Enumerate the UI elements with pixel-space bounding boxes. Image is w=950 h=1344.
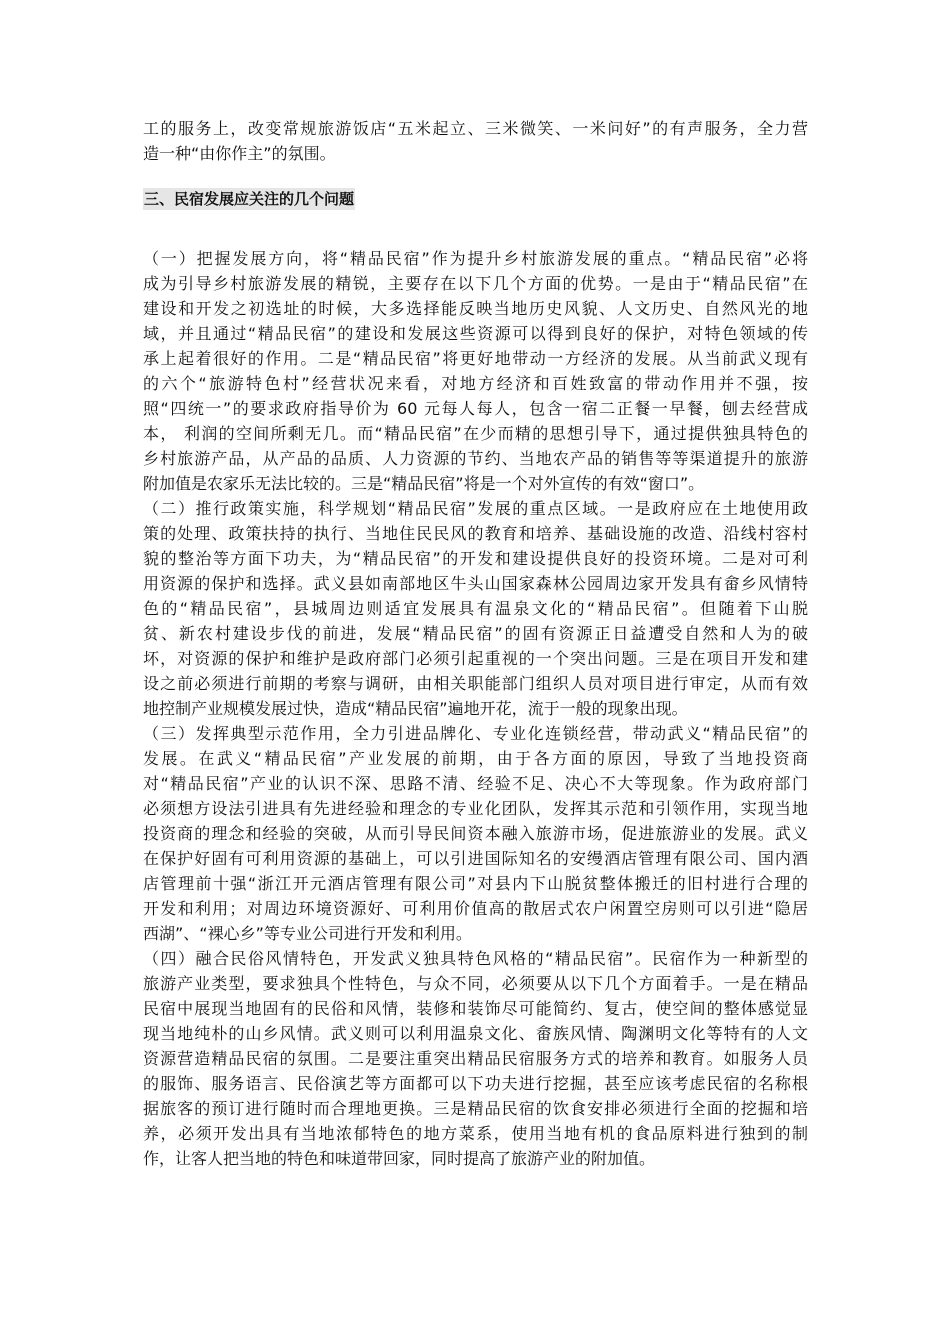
paragraph-2	[143, 496, 808, 721]
text-line: 乡村旅游产品，从产品的品质、人力资源的节约、当地农产品的销售等等渠道提升的旅游	[143, 449, 808, 468]
text-line: 附加值是农家乐无法比较的。三是“精品民宿”将是一个对外宣传的有效“窗口”。	[143, 474, 705, 493]
intro-paragraph	[143, 116, 808, 166]
text-line: 店管理前十强“浙江开元酒店管理有限公司”对县内下山脱贫整体搬迁的旧村进行合理的	[143, 874, 808, 893]
text-line: 旅游产业类型，要求独具个性特色，与众不同，必须要从以下几个方面着手。一是在精品	[143, 974, 808, 993]
text-line: （一）把握发展方向，将“精品民宿”作为提升乡村旅游发展的重点。“精品民宿”必将	[143, 249, 808, 268]
text-line: 必须想方设法引进具有先进经验和理念的专业化团队，发挥其示范和引领作用，实现当地	[143, 799, 808, 818]
text-line: 民宿中展现当地固有的民俗和风情，装修和装饰尽可能简约、复古，使空间的整体感觉显	[143, 999, 808, 1018]
text-line: 的服饰、服务语言、民俗演艺等方面都可以下功夫进行挖掘，甚至应该考虑民宿的名称根	[143, 1074, 808, 1093]
text-line: 西湖”、“裸心乡”等专业公司进行开发和利用。	[143, 924, 472, 943]
text-line: 域，并且通过“精品民宿”的建设和发展这些资源可以得到良好的保护，对特色领域的传	[143, 324, 808, 343]
text-line: 承上起着很好的作用。二是“精品民宿”将更好地带动一方经济的发展。从当前武义现有	[143, 349, 808, 368]
text-line: 开发和利用；对周边环境资源好、可利用价值高的散居式农户闲置空房则可以引进“隐居	[143, 899, 808, 918]
text-line: 发展。在武义“精品民宿”产业发展的前期，由于各方面的原因，导致了当地投资商	[143, 749, 808, 768]
text-line: 设之前必须进行前期的考察与调研，由相关职能部门组织人员对项目进行审定，从而有效	[143, 674, 808, 693]
text-line: 投资商的理念和经验的突破，从而引导民间资本融入旅游市场，促进旅游业的发展。武义	[143, 824, 808, 843]
text-line: 对“精品民宿”产业的认识不深、思路不清、经验不足、决心不大等现象。作为政府部门	[143, 774, 808, 793]
section-heading: 三、民宿发展应关注的几个问题	[144, 190, 355, 208]
text-line: 据旅客的预订进行随时而合理地更换。三是精品民宿的饮食安排必须进行全面的挖掘和培	[143, 1099, 808, 1118]
text-line: 的六个“旅游特色村”经营状况来看，对地方经济和百姓致富的带动作用并不强，按	[143, 374, 808, 393]
text-line: 貌的整治等方面下功夫，为“精品民宿”的开发和建设提供良好的投资环境。二是对可利	[143, 549, 808, 568]
text-line: 建设和开发之初选址的时候，大多选择能反映当地历史风貌、人文历史、自然风光的地	[143, 299, 808, 318]
paragraph-4	[143, 946, 808, 1171]
text-line: 贫、新农村建设步伐的前进，发展“精品民宿”的固有资源正日益遭受自然和人为的破	[143, 624, 808, 643]
text-line: 坏，对资源的保护和维护是政府部门必须引起重视的一个突出问题。三是在项目开发和建	[143, 649, 808, 668]
text-line: 地控制产业规模发展过快，造成“精品民宿”遍地开花，流于一般的现象出现。	[143, 699, 688, 718]
text-line: 成为引导乡村旅游发展的精锐，主要存在以下几个方面的优势。一是由于“精品民宿”在	[143, 274, 808, 293]
text-line: 照“四统一”的要求政府指导价为 60 元每人每人，包含一宿二正餐一早餐，刨去经营成	[143, 399, 808, 418]
text-line: （三）发挥典型示范作用，全力引进品牌化、专业化连锁经营，带动武义“精品民宿”的	[143, 724, 808, 743]
text-line: 造一种“由你作主”的氛围。	[143, 144, 336, 163]
paragraph-3	[143, 721, 808, 946]
text-line: （二）推行政策实施，科学规划“精品民宿”发展的重点区域。一是政府应在土地使用政	[143, 499, 808, 518]
text-line: 工的服务上，改变常规旅游饭店“五米起立、三米微笑、一米问好”的有声服务，全力营	[143, 119, 808, 138]
text-line: （四）融合民俗风情特色，开发武义独具特色风格的“精品民宿”。民宿作为一种新型的	[143, 949, 808, 968]
text-line: 色的“精品民宿”，县城周边则适宜发展具有温泉文化的“精品民宿”。但随着下山脱	[143, 599, 808, 618]
text-line: 策的处理、政策扶持的执行、当地住民民风的教育和培养、基础设施的改造、沿线村容村	[143, 524, 808, 543]
text-line: 用资源的保护和选择。武义县如南部地区牛头山国家森林公园周边家开发具有畲乡风情特	[143, 574, 808, 593]
text-line: 作，让客人把当地的特色和味道带回家，同时提高了旅游产业的附加值。	[143, 1149, 656, 1168]
paragraph-1	[143, 246, 808, 496]
text-line: 现当地纯朴的山乡风情。武义则可以利用温泉文化、畲族风情、陶渊明文化等特有的人文	[143, 1024, 808, 1043]
text-line: 本， 利润的空间所剩无几。而“精品民宿”在少而精的思想引导下，通过提供独具特色的	[143, 424, 808, 443]
text-line: 资源营造精品民宿的氛围。二是要注重突出精品民宿服务方式的培养和教育。如服务人员	[143, 1049, 808, 1068]
text-line: 养，必须开发出具有当地浓郁特色的地方菜系，使用当地有机的食品原料进行独到的制	[143, 1124, 808, 1143]
text-line: 在保护好固有可利用资源的基础上，可以引进国际知名的安缦酒店管理有限公司、国内酒	[143, 849, 808, 868]
